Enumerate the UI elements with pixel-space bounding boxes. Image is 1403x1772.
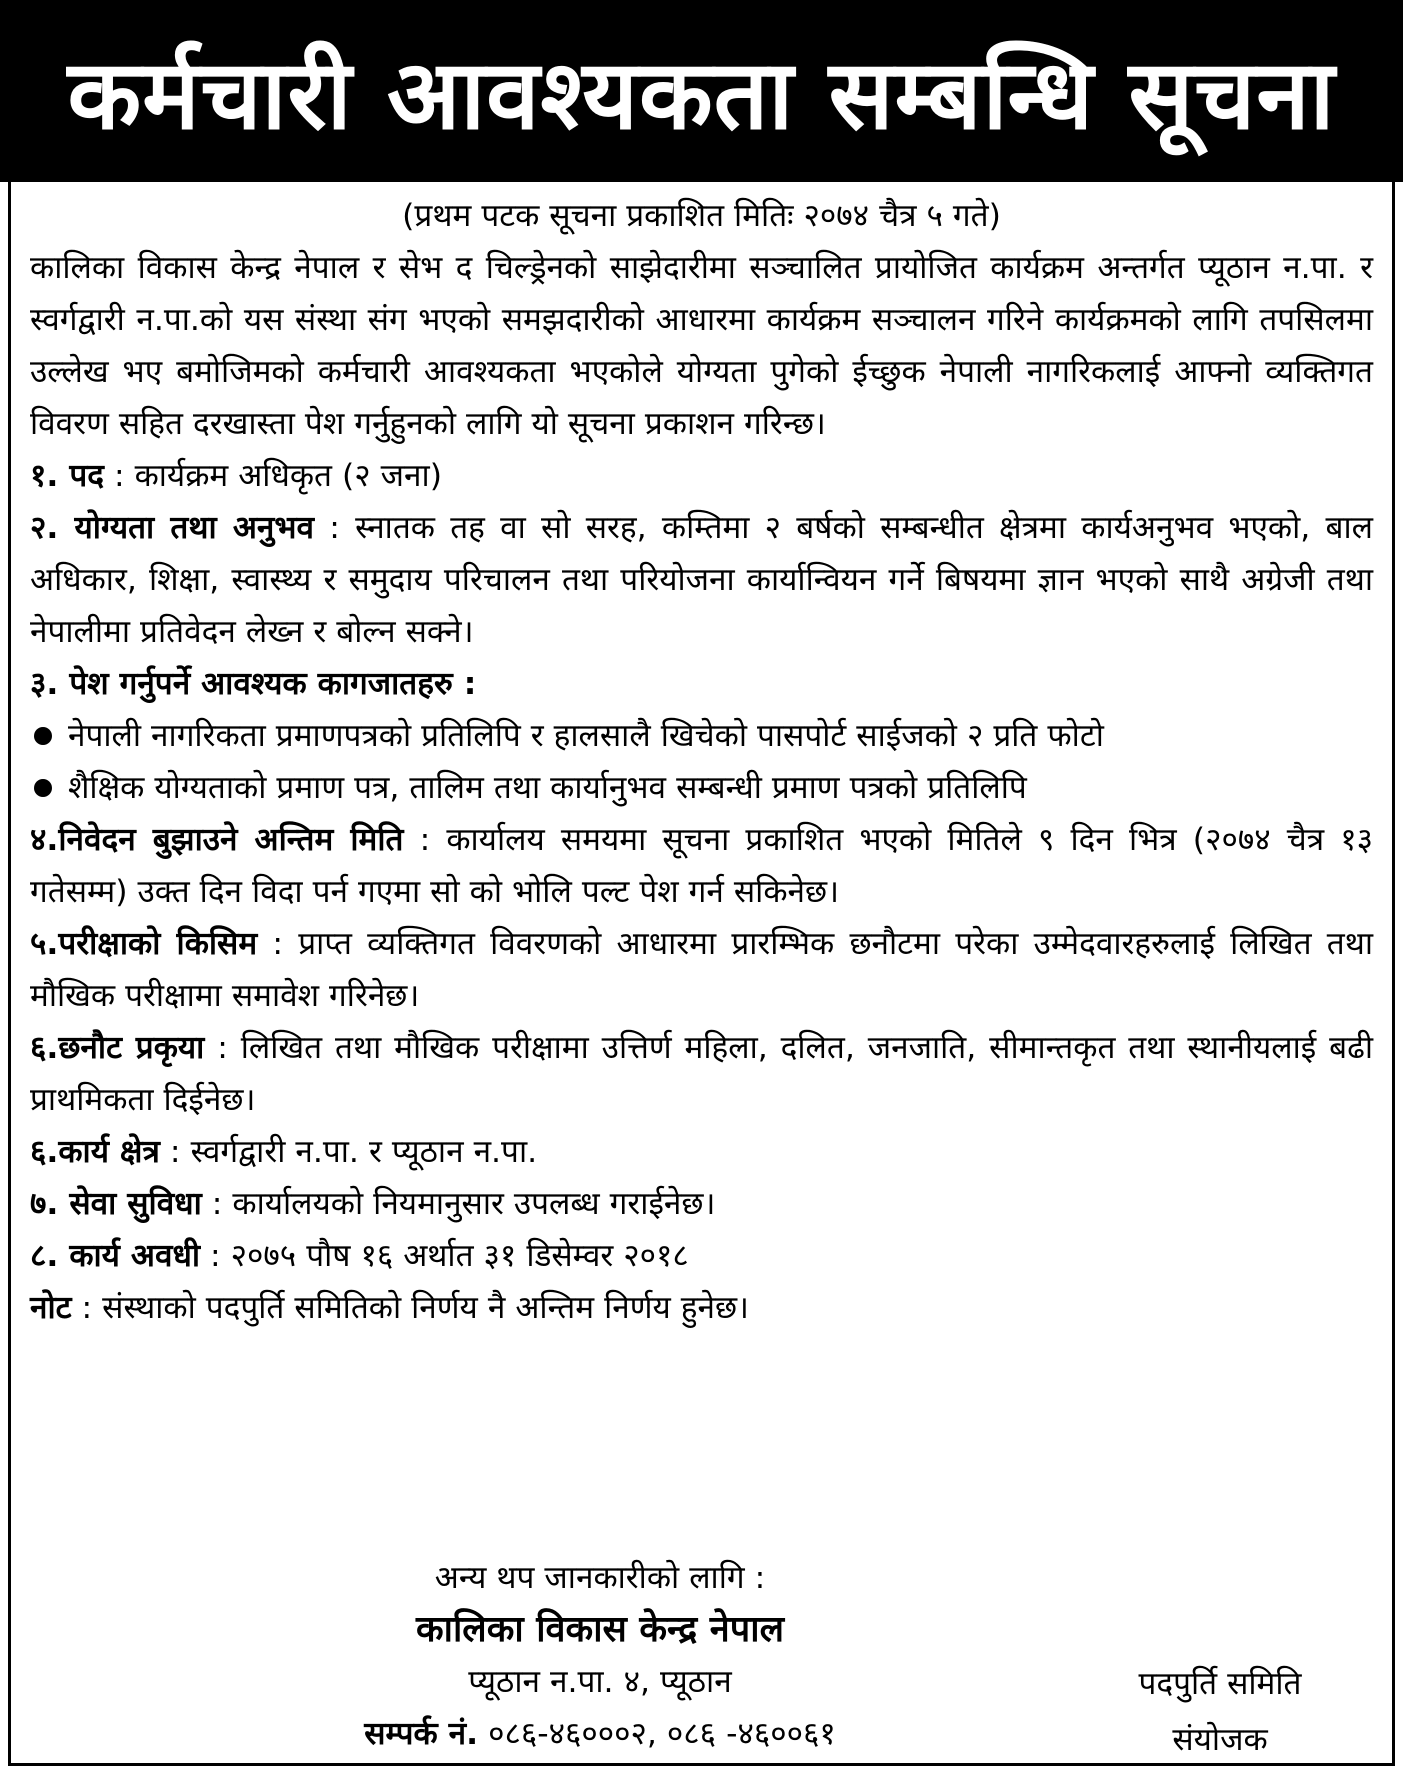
item-benefits-label: ७. सेवा सुविधा <box>30 1186 202 1222</box>
coordinator-title: संयोजक <box>1172 1722 1268 1758</box>
notice-title: कर्मचारी आवश्यकता सम्बन्धि सूचना <box>0 0 1403 182</box>
separator: : <box>201 1186 233 1222</box>
organization-address: प्यूठान न.पा. ४, प्यूठान <box>468 1664 732 1700</box>
first-published-date: (प्रथम पटक सूचना प्रकाशित मितिः २०७४ चैत्र ५ गते) <box>402 198 1001 234</box>
item-exam-label: ५.परीक्षाको किसिम <box>30 926 258 962</box>
separator: : <box>257 926 299 962</box>
contact-label: सम्पर्क नं. <box>364 1716 479 1752</box>
separator: : <box>204 1030 241 1066</box>
contact-numbers <box>290 1708 910 1760</box>
item-qualification-text: स्नातक तह वा सो सरह, कम्तिमा २ बर्षको सम्बन्धीत क्षेत्रमा कार्यअनुभव भएको, बाल अधिकार, शिक्षा, स्वास्थ्य र समुदाय परिचालन तथा परियोजना कार्यान्वियन गर्ने बिषयमा ज्ञान भएको साथै अग्रेजी तथा नेपालीमा प्रतिवेदन लेख्न र बोल्न सक्ने। <box>30 510 1374 650</box>
contact-phone-numbers: ०८६-४६०००२, ०८६ -४६००६१ <box>478 1716 836 1752</box>
document-bullet <box>30 710 1373 762</box>
bullet-icon <box>34 779 52 797</box>
item-work-area <box>30 1126 1373 1178</box>
separator: : <box>403 822 447 858</box>
separator: : <box>159 1134 191 1170</box>
intro-paragraph: कालिका विकास केन्द्र नेपाल र सेभ द चिल्ड्रेनको साझेदारीमा सञ्चालित प्रायोजित कार्यक्रम अन्तर्गत प्यूठान न.पा. र स्वर्गद्वारी न.पा.को यस संस्था संग भएको समझदारीको आधारमा कार्यक्रम सञ्चालन गरिने कार्यक्रमको लागि तपसिलमा उल्लेख भए बमोजिमको कर्मचारी आवश्यकता भएकोले योग्यता पुगेको ईच्छुक नेपाली नागरिकलाई आफ्नो व्यक्तिगत विवरण सहित दरखास्ता पेश गर्नुहुनको लागि यो सूचना प्रकाशन गरिन्छ। <box>30 250 1373 442</box>
bullet-icon <box>34 727 52 745</box>
separator: : <box>314 510 356 546</box>
item-note-text: संस्थाको पदपुर्ति समितिको निर्णय नै अन्तिम निर्णय हुनेछ। <box>102 1290 749 1326</box>
item-post-text: कार्यक्रम अधिकृत (२ जना) <box>134 458 442 494</box>
item-selection <box>30 1022 1373 1126</box>
separator: : <box>71 1290 103 1326</box>
item-post <box>30 450 1373 502</box>
item-qualification <box>30 502 1373 658</box>
item-benefits <box>30 1178 1373 1230</box>
item-note-label: नोट <box>30 1290 72 1326</box>
item-deadline-label: ४.निवेदन बुझाउने अन्तिम मिति <box>30 822 404 858</box>
document-bullet <box>30 762 1373 814</box>
item-benefits-text: कार्यालयको नियमानुसार उपलब्ध गराईनेछ। <box>232 1186 716 1222</box>
document-bullet-text: शैक्षिक योग्यताको प्रमाण पत्र, तालिम तथा कार्यानुभव सम्बन्धी प्रमाण पत्रको प्रतिलिपि <box>68 770 1027 806</box>
item-qualification-label: २. योग्यता तथा अनुभव <box>30 510 315 546</box>
document-bullet-text: नेपाली नागरिकता प्रमाणपत्रको प्रतिलिपि र हालसालै खिचेको पासपोर्ट साईजको २ प्रति फोटो <box>68 718 1104 754</box>
item-duration-label: ८. कार्य अवधी <box>30 1238 201 1274</box>
item-duration-text: २०७५ पौष १६ अर्थात ३१ डिसेम्वर २०१८ <box>230 1238 689 1274</box>
item-documents-label <box>30 658 1373 710</box>
item-deadline <box>30 814 1373 918</box>
item-selection-label: ६.छनौट प्रकृया <box>30 1030 205 1066</box>
contact-block <box>290 1552 910 1760</box>
organization-name: कालिका विकास केन्द्र नेपाल <box>416 1609 784 1650</box>
committee-name: पदपुर्ति समिति <box>1138 1666 1302 1702</box>
item-work-area-label: ६.कार्य क्षेत्र <box>30 1134 160 1170</box>
notice-body <box>30 190 1373 1334</box>
item-work-area-text: स्वर्गद्वारी न.पा. र प्यूठान न.पा. <box>190 1134 538 1170</box>
item-documents-heading: ३. पेश गर्नुपर्ने आवश्यक कागजातहरु : <box>30 666 477 702</box>
item-deadline-text: कार्यालय समयमा सूचना प्रकाशित भएको मितिले ९ दिन भित्र (२०७४ चैत्र १३ गतेसम्म) उक्त दिन विदा पर्न गएमा सो को भोलि पल्ट पेश गर्न सकिनेछ। <box>30 822 1373 910</box>
item-selection-text: लिखित तथा मौखिक परीक्षामा उत्तिर्ण महिला, दलित, जनजाति, सीमान्तकृत तथा स्थानीयलाई बढी प्राथमिकता दिईनेछ। <box>30 1030 1373 1118</box>
more-info-text: अन्य थप जानकारीको लागि : <box>434 1560 766 1596</box>
item-exam <box>30 918 1373 1022</box>
item-duration <box>30 1230 1373 1282</box>
item-post-label: १. पद <box>30 458 104 494</box>
separator: : <box>103 458 135 494</box>
item-exam-text: प्राप्त व्यक्तिगत विवरणको आधारमा प्रारम्भिक छनौटमा परेका उम्मेदवारहरुलाई लिखित तथा मौखिक परीक्षामा समावेश गरिनेछ। <box>30 926 1374 1014</box>
signature-block <box>1100 1656 1340 1768</box>
separator: : <box>200 1238 231 1274</box>
item-note <box>30 1282 1373 1334</box>
